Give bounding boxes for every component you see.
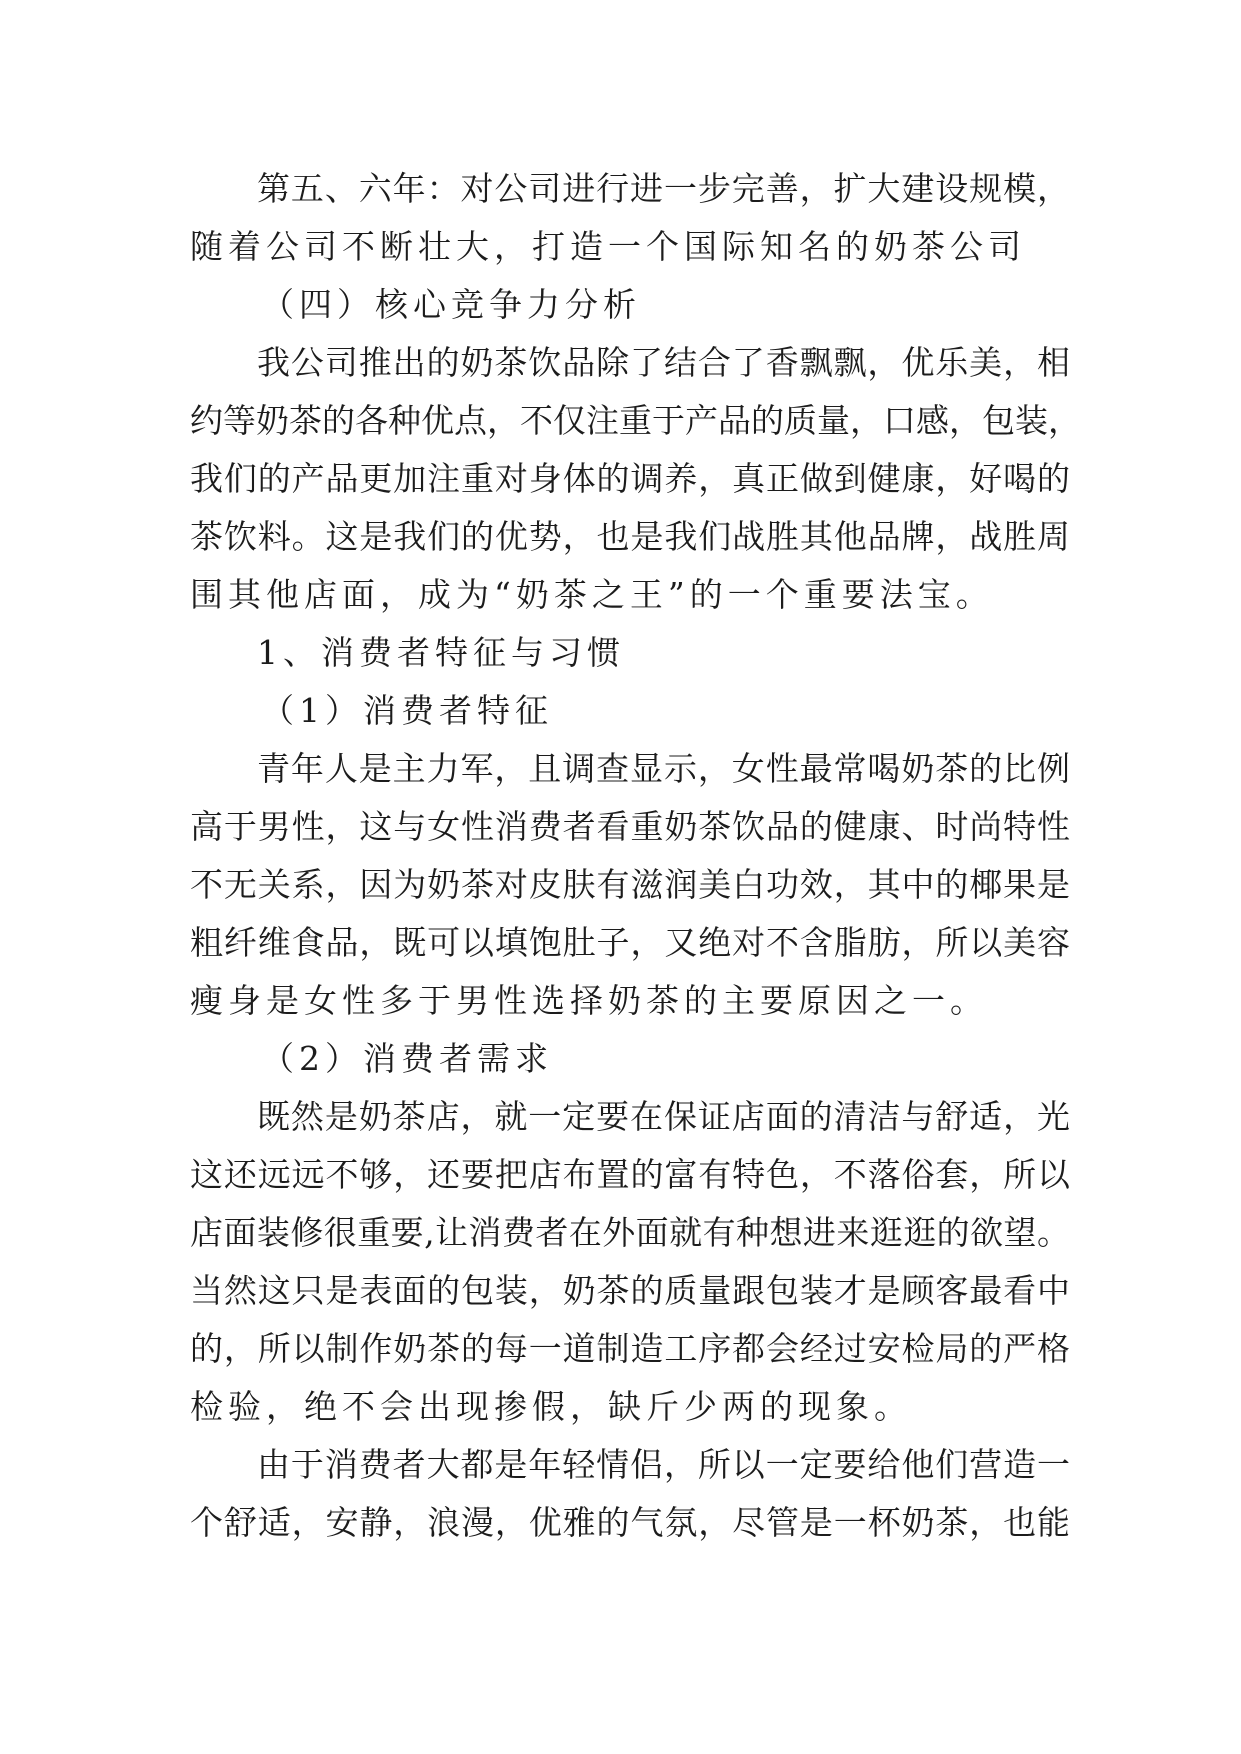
subsection-heading: （2）消费者需求 bbox=[261, 1039, 553, 1078]
paragraph-line: 茶饮料。这是我们的优势，也是我们战胜其他品牌，战胜周 bbox=[190, 517, 1070, 556]
paragraph-line: 既然是奶茶店，就一定要在保证店面的清洁与舒适，光 bbox=[257, 1097, 1070, 1136]
paragraph-line: 随着公司不断壮大，打造一个国际知名的奶茶公司 bbox=[190, 227, 1026, 266]
paragraph-line: 粗纤维食品，既可以填饱肚子，又绝对不含脂肪，所以美容 bbox=[190, 923, 1070, 962]
paragraph-line: 瘦身是女性多于男性选择奶茶的主要原因之一。 bbox=[190, 981, 988, 1020]
paragraph-line: 围其他店面，成为“奶茶之王”的一个重要法宝。 bbox=[190, 575, 994, 614]
paragraph-line: 的，所以制作奶茶的每一道制造工序都会经过安检局的严格 bbox=[190, 1329, 1070, 1368]
subsection-heading: （1）消费者特征 bbox=[261, 691, 553, 730]
paragraph-line: 我公司推出的奶茶饮品除了结合了香飘飘，优乐美，相 bbox=[257, 343, 1070, 382]
paragraph-line: 第五、六年：对公司进行进一步完善，扩大建设规模， bbox=[257, 169, 1070, 208]
paragraph-line: 这还远远不够，还要把店布置的富有特色，不落俗套，所以 bbox=[190, 1155, 1070, 1194]
paragraph-line: 我们的产品更加注重对身体的调养，真正做到健康，好喝的 bbox=[190, 459, 1070, 498]
paragraph-line: 高于男性，这与女性消费者看重奶茶饮品的健康、时尚特性 bbox=[190, 807, 1070, 846]
paragraph-line: 约等奶茶的各种优点，不仅注重于产品的质量，口感，包装， bbox=[190, 401, 1081, 440]
paragraph-line: 当然这只是表面的包装，奶茶的质量跟包装才是顾客最看中 bbox=[190, 1271, 1070, 1310]
paragraph-line: 青年人是主力军，且调查显示，女性最常喝奶茶的比例 bbox=[257, 749, 1070, 788]
paragraph-line: 检验，绝不会出现掺假，缺斤少两的现象。 bbox=[190, 1387, 912, 1426]
paragraph-line: 由于消费者大都是年轻情侣，所以一定要给他们营造一 bbox=[257, 1445, 1070, 1484]
paragraph-line: 店面装修很重要,让消费者在外面就有种想进来逛逛的欲望。 bbox=[190, 1213, 1070, 1252]
paragraph-line: 个舒适，安静，浪漫，优雅的气氛，尽管是一杯奶茶，也能 bbox=[190, 1503, 1070, 1542]
paragraph-line: 不无关系，因为奶茶对皮肤有滋润美白功效，其中的椰果是 bbox=[190, 865, 1070, 904]
subsection-heading: 1、消费者特征与习惯 bbox=[257, 633, 625, 672]
section-heading: （四）核心竞争力分析 bbox=[261, 285, 641, 324]
